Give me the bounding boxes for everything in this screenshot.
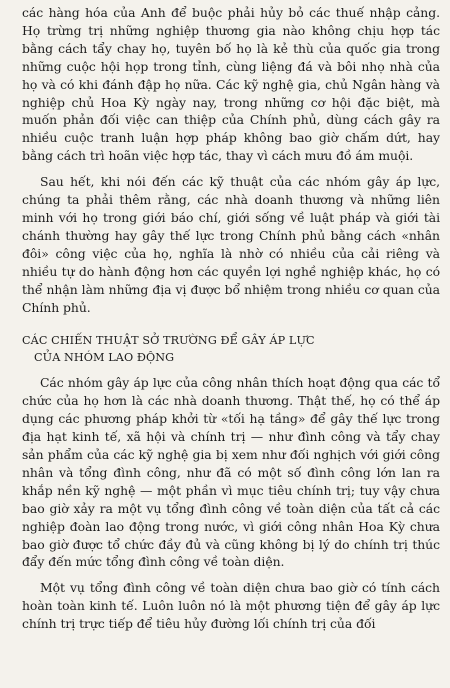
- paragraph-2: Sau hết, khi nói đến các kỹ thuật của các nhóm gây áp lực, chúng ta phải thêm rằng, các nhà doanh thương và những liên minh với họ trong giới báo chí, giới sống về luật pháp và giới tài chánh thường hay gây thế lực trong Chính phủ bằng cách «nhân đôi» công việc của họ, nghĩa là nhờ có nhiều của cải riêng và nhiều tự do hành động hơn các quyền lợi nghề nghiệp khác, họ có thể nhận làm những địa vị được bổ nhiệm trong nhiều cơ quan của Chính phủ.: [22, 174, 440, 315]
- section-heading: [22, 332, 440, 366]
- section-heading-line-1: CÁC CHIẾN THUẬT SỞ TRƯỜNG ĐỂ GÂY ÁP LỰC: [22, 334, 315, 348]
- paragraph-3: Các nhóm gây áp lực của công nhân thích hoạt động qua các tổ chức của họ hơn là các nhà doanh thương. Thật thế, họ có thể áp dụng các phương pháp khởi từ «tối hạ tầng» để gây thế lực trong địa hạt kinh tế, xã hội và chính trị — như đình công và tẩy chay sản phẩm của các kỹ nghệ gia bị xem như đối nghịch với giới công nhân và tổng đình công, như đã có một số đình công lớn lan ra khắp nền kỹ nghệ — một phần vì mục tiêu chính trị; tuy vậy chưa bao giờ xảy ra một vụ tổng đình công về toàn diện của tất cả các nghiệp đoàn lao động trong nước, vì giới công nhân Hoa Kỳ chưa bao giờ được tổ chức đầy đủ và cũng không bị lý do chính trị thúc đẩy đến mức tổng đình công về toàn diện.: [22, 375, 440, 570]
- section-heading-line-2: CỦA NHÓM LAO ĐỘNG: [34, 351, 175, 365]
- paragraph-4: Một vụ tổng đình công về toàn diện chưa bao giờ có tính cách hoàn toàn kinh tế. Luôn luôn nó là một phương tiện để gây áp lực chính trị trực tiếp để tiêu hủy đường lối chính trị của đối: [22, 580, 440, 632]
- paragraph-1: các hàng hóa của Anh để buộc phải hủy bỏ các thuế nhập cảng. Họ trừng trị những nghiệp thương gia nào không chịu hợp tác bằng cách tẩy chay họ, tuyên bố họ là kẻ thù của quốc gia trong những cuộc hội họp trong tỉnh, cùng liệng đá và bôi nhọ nhà của họ và có khi đánh đập họ nữa. Các kỹ nghệ gia, chủ Ngân hàng và nghiệp chủ Hoa Kỳ ngày nay, trong những cơ hội đặc biệt, mà muốn phản đối việc can thiệp của Chính phủ, dùng cách gây ra nhiều cuộc tranh luận hợp pháp không bao giờ chấm dứt, hay bằng cách trì hoãn việc hợp tác, thay vì cách mưu đồ ám muội.: [22, 5, 440, 164]
